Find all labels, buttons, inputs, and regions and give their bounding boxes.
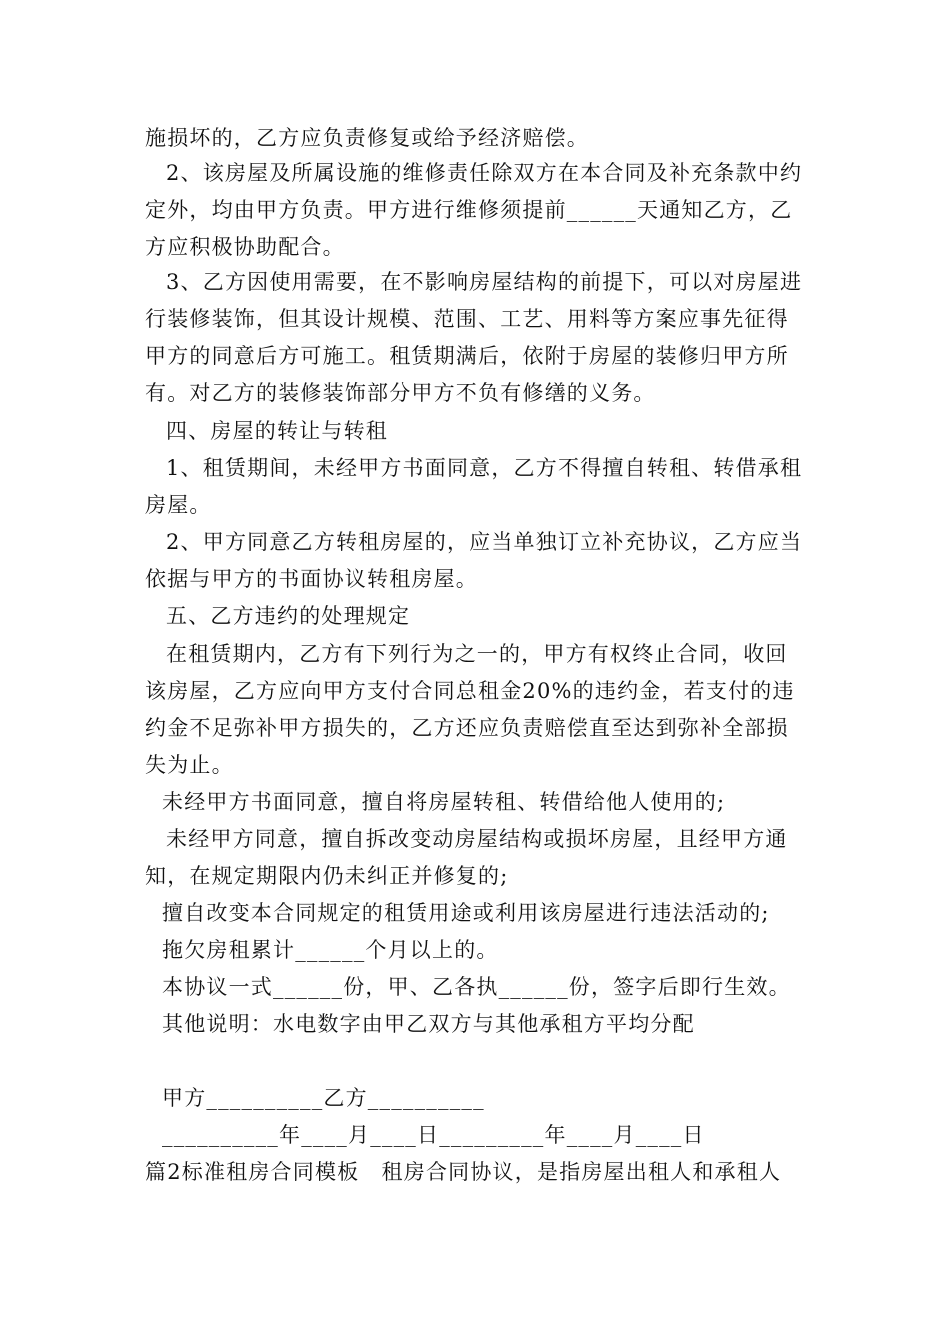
section-heading: 五、乙方违约的处理规定 <box>166 604 411 628</box>
paragraph-line: 该房屋，乙方应向甲方支付合同总租金20%的违约金，若支付的违 <box>145 679 795 703</box>
paragraph-line: 失为止。 <box>145 753 234 777</box>
paragraph-line: 2、该房屋及所属设施的维修责任除双方在本合同及补充条款中约 <box>166 161 803 185</box>
paragraph-line: 其他说明：水电数字由甲乙双方与其他承租方平均分配 <box>162 1012 695 1036</box>
paragraph-line: 房屋。 <box>145 493 212 517</box>
paragraph-line: 知，在规定期限内仍未纠正并修复的; <box>145 864 509 888</box>
paragraph-line: 定外，均由甲方负责。甲方进行维修须提前______天通知乙方，乙 <box>145 198 793 222</box>
paragraph-line: 有。对乙方的装修装饰部分甲方不负有修缮的义务。 <box>145 381 656 405</box>
paragraph-line: 擅自改变本合同规定的租赁用途或利用该房屋进行违法活动的; <box>162 901 770 925</box>
paragraph-line: 方应积极协助配合。 <box>145 235 345 259</box>
date-line: __________年____月____日_________年____月____日 <box>162 1123 705 1147</box>
signature-line: 甲方__________乙方__________ <box>162 1086 485 1110</box>
paragraph-line: 施损坏的，乙方应负责修复或给予经济赔偿。 <box>145 126 589 150</box>
paragraph-line: 3、乙方因使用需要，在不影响房屋结构的前提下，可以对房屋进 <box>166 270 803 294</box>
paragraph-line: 1、租赁期间，未经甲方书面同意，乙方不得擅自转租、转借承租 <box>166 456 803 480</box>
paragraph-line: 甲方的同意后方可施工。租赁期满后，依附于房屋的装修归甲方所 <box>145 344 789 368</box>
paragraph-line: 约金不足弥补甲方损失的，乙方还应负责赔偿直至达到弥补全部损 <box>145 716 789 740</box>
paragraph-line: 行装修装饰，但其设计规模、范围、工艺、用料等方案应事先征得 <box>145 307 789 331</box>
paragraph-line: 拖欠房租累计______个月以上的。 <box>162 938 499 962</box>
paragraph-line: 在租赁期内，乙方有下列行为之一的，甲方有权终止合同，收回 <box>166 642 788 666</box>
paragraph-line: 依据与甲方的书面协议转租房屋。 <box>145 567 478 591</box>
paragraph-line: 篇2标准租房合同模板 租房合同协议，是指房屋出租人和承租人 <box>145 1160 782 1184</box>
paragraph-line: 2、甲方同意乙方转租房屋的，应当单独订立补充协议，乙方应当 <box>166 530 803 554</box>
paragraph-line: 本协议一式______份，甲、乙各执______份，签字后即行生效。 <box>162 975 791 999</box>
paragraph-line: 未经甲方同意，擅自拆改变动房屋结构或损坏房屋，且经甲方通 <box>166 827 788 851</box>
paragraph-line: 未经甲方书面同意，擅自将房屋转租、转借给他人使用的; <box>162 790 726 814</box>
section-heading: 四、房屋的转让与转租 <box>166 419 388 443</box>
